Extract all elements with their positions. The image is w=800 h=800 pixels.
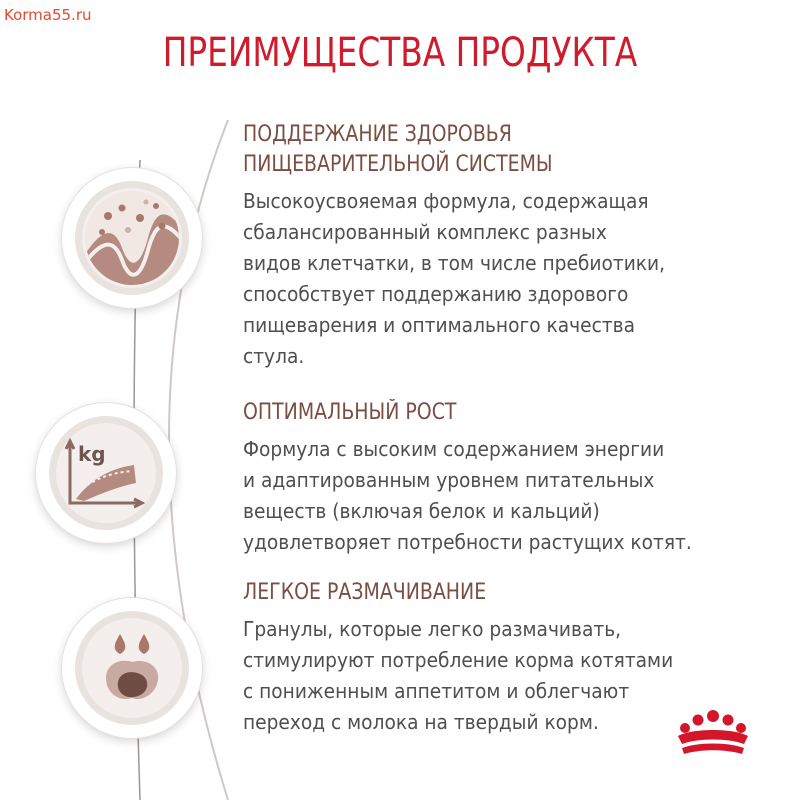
benefit-heading: ОПТИМАЛЬНЫЙ РОСТ xyxy=(243,400,457,425)
benefit-description: Гранулы, которые легко размачивать, стимулируют потребление корма котятами с пониженным аппетитом и облегчают переход с молока на твердый корм. xyxy=(243,617,674,734)
kg-label: kg xyxy=(78,442,106,466)
page-title: ПРЕИМУЩЕСТВА ПРОДУКТА xyxy=(162,30,638,76)
benefit-heading: ЛЕГКОЕ РАЗМАЧИВАНИЕ xyxy=(243,580,487,605)
benefit-description: Формула с высоким содержанием энергии и адаптированным уровнем питательных веществ (включая белок и кальций) удовлетворяет потребности растущих котят. xyxy=(243,437,692,554)
growth-kg-icon xyxy=(36,403,176,543)
benefit-growth xyxy=(243,398,783,558)
royal-canin-crown-logo xyxy=(672,706,754,760)
rehydration-icon-badge xyxy=(62,598,202,738)
benefit-description: Высокоусвояемая формула, содержащая сбалансированный комплекс разных видов клетчатки, в том числе пребиотики, способствует поддержанию здорового пищеварения и оптимального качества стула. xyxy=(243,189,666,368)
watermark: Korma55.ru xyxy=(4,6,92,24)
digestion-icon xyxy=(62,168,202,308)
benefit-digestion xyxy=(243,120,783,372)
digestion-icon-badge xyxy=(62,168,202,308)
benefit-heading: ПОДДЕРЖАНИЕ ЗДОРОВЬЯ ПИЩЕВАРИТЕЛЬНОЙ СИСТЕМЫ xyxy=(243,122,553,177)
rehydration-drops-icon xyxy=(62,598,202,738)
growth-icon-badge xyxy=(36,403,176,543)
